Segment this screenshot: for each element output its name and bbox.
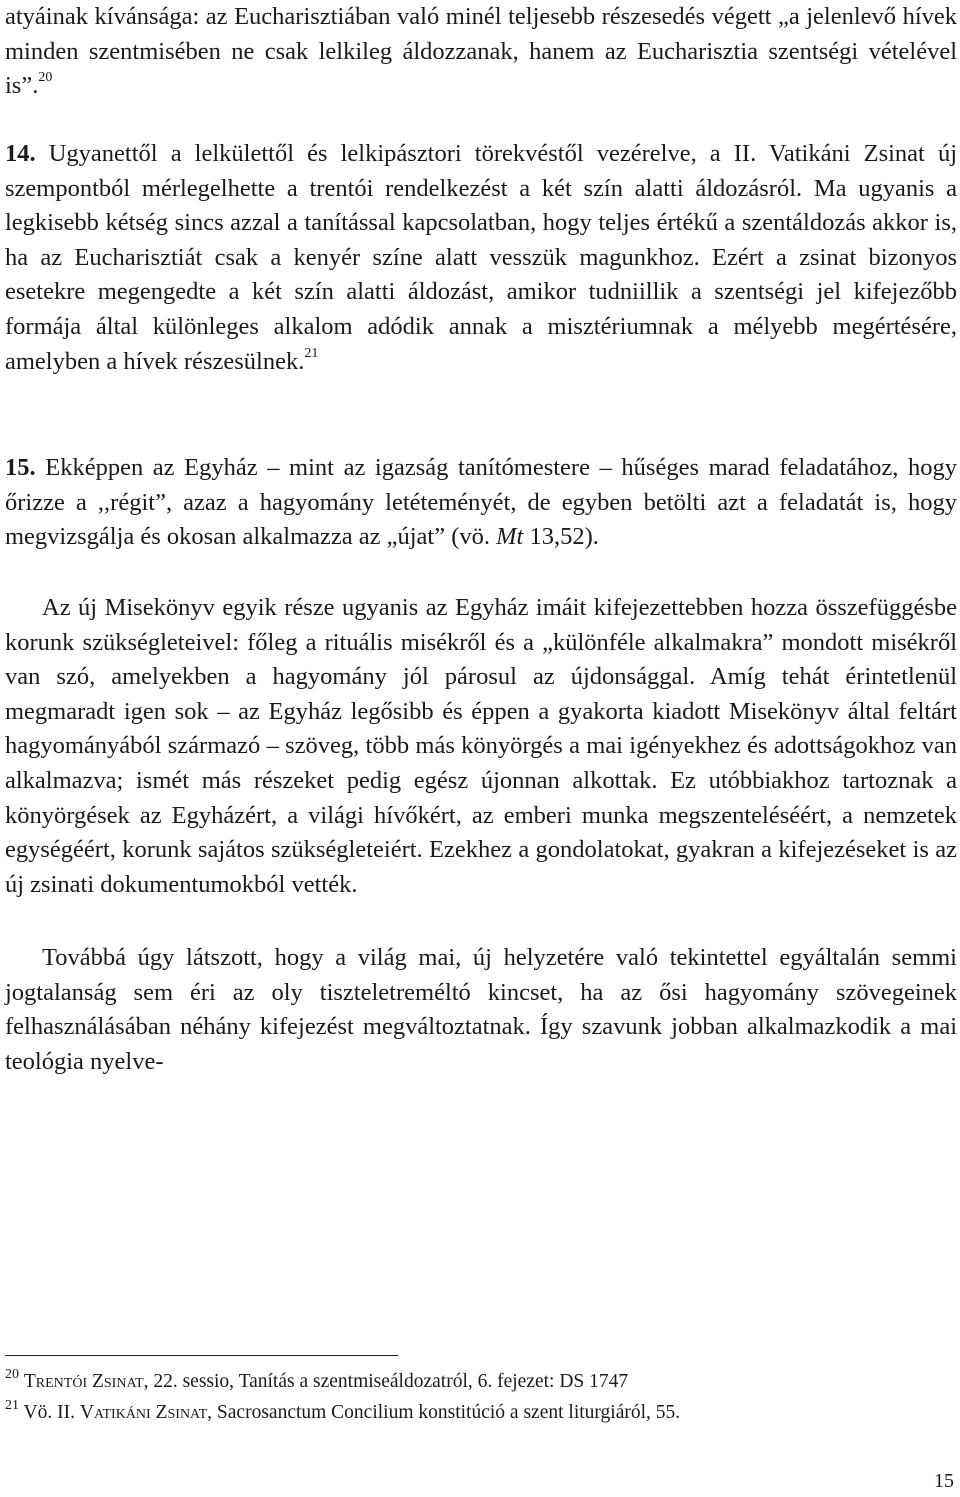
footnote-20 xyxy=(5,1366,957,1397)
footnote-ref-20[interactable]: 20 xyxy=(38,70,53,86)
section-number: 14. xyxy=(5,140,36,167)
scripture-ref: 13,52). xyxy=(529,523,599,551)
section-number: 15. xyxy=(5,454,36,481)
page-number: 15 xyxy=(934,1470,954,1492)
paragraph-language xyxy=(5,941,957,1079)
section-text: Ekképpen az Egyház – mint az igazság tanítómestere – hűséges marad feladatához, hogy őrizze a ,,régit”, azaz a hagyomány letéteményét, de egyben betölti azt a feladatát is, hogy megvizsgálja és okosan alkalmazza az „újat” (vö. xyxy=(5,454,958,551)
footnote-ref-21[interactable]: 21 xyxy=(304,345,319,361)
footnote-21 xyxy=(5,1397,957,1428)
footnote-source: Vatikáni Zsinat xyxy=(79,1402,208,1423)
paragraph-text: Továbbá úgy látszott, hogy a világ mai, új helyzetére való tekintettel egyáltalán semmi jogtalanság sem éri az oly tiszteletreméltó kincset, ha az ősi hagyomány szövegeinek felhasználásában néhány kifejezést megváltoztatnak. Így szavunk jobban alkalmazkodik a mai teológia nyelve- xyxy=(5,944,957,1075)
section-15 xyxy=(5,451,957,555)
paragraph-text: Az új Misekönyv egyik része ugyanis az Egyház imáit kifejezettebben hozza összefüggésbe korunk szükségleteivel: főleg a rituális misékről és a „különféle alkalmakra” mondott misékről van szó, amelyekben a hagyomány jól párosul az újdonsággal. Amíg tehát érintetlenül megmaradt igen sok – az Egyház legősibb és éppen a gyakorta kiadott Misekönyv által feltárt hagyományából származó – szöveg, több más könyörgés a mai igényekhez és adottságokhoz van alkalmazva; ismét más részeket pedig egész újonnan alkottak. Ez utóbbiakhoz tartoznak a könyörgések az Egyházért, a világi hívőkért, az emberi munka megszenteléséért, a nemzetek egységéért, korunk sajátos szükségleteiért. Ezekhez a gondolatokat, gyakran a kifejezéseket is az új zsinati dokumentumokból vették. xyxy=(5,594,957,898)
paragraph-missal xyxy=(5,591,957,902)
section-text: Ugyanettől a lelkülettől és lelkipásztori törekvéstől vezérelve, a II. Vatikáni Zsinat új szempontból mérlegelhette a trentói rendelkezést a két szín alatti áldozásról. Ma ugyanis a legkisebb kétség sincs azzal a tanítással kapcsolatban, hogy teljes értékű a szentáldozás akkor is, ha az Eucharisztiát csak a kenyér színe alatt vesszük magunkhoz. Ezért a zsinat bizonyos esetekre megengedte a két szín alatti áldozást, amikor tudniillik a szentségi jel kifejezőbb formája által különleges alkalom adódik annak a misztériumnak a mélyebb megértésére, amelyben a hívek részesülnek. xyxy=(5,140,958,375)
footnote-divider xyxy=(5,1355,398,1356)
footnotes xyxy=(5,1366,957,1428)
footnote-number: 21 xyxy=(5,1398,19,1413)
footnote-text: , Sacrosanctum Concilium konstitúció a szent liturgiáról, 55. xyxy=(207,1402,681,1423)
section-14 xyxy=(5,137,957,379)
scripture-book: Mt xyxy=(496,523,524,551)
footnote-number: 20 xyxy=(5,1367,19,1382)
footnote-text: , 22. sessio, Tanítás a szentmiseáldozatról, 6. fejezet: DS 1747 xyxy=(143,1371,629,1392)
footnote-prefix: Vö. II. xyxy=(23,1402,80,1423)
paragraph-continuation xyxy=(5,0,957,104)
footnote-source: Trentói Zsinat xyxy=(23,1371,144,1392)
paragraph-text: atyáinak kívánsága: az Eucharisztiában való minél teljesebb részesedés végett „a jelenlevő hívek minden szentmisében ne csak lelkileg áldozzanak, hanem az Eucharisztia szentségi vételével is”. xyxy=(5,3,957,100)
document-page xyxy=(5,0,957,1497)
